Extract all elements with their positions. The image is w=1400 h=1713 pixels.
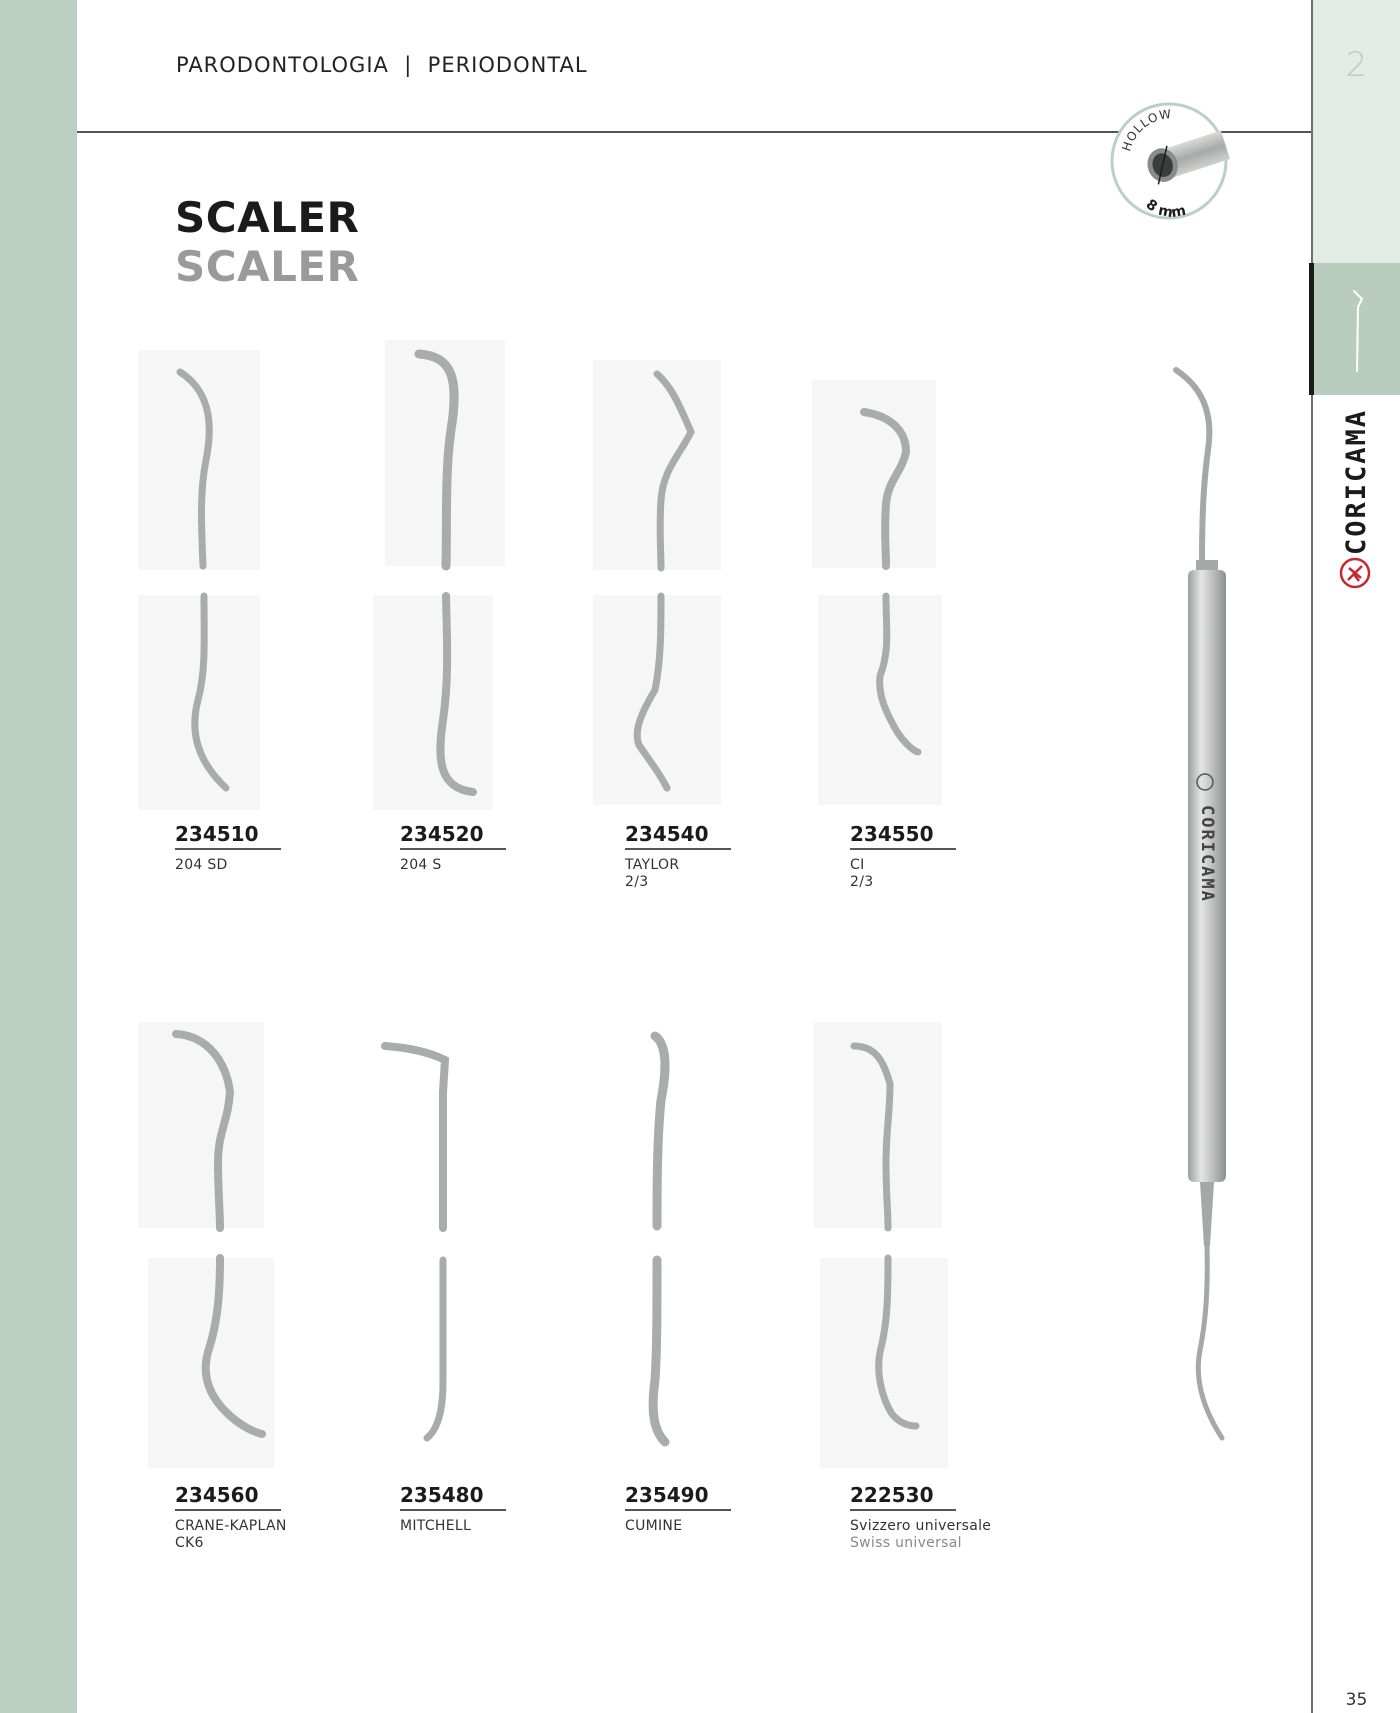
scaler-icon xyxy=(1314,263,1400,395)
description-line: 204 S xyxy=(400,857,442,873)
product-code: 234540 xyxy=(625,822,709,846)
code-underline xyxy=(850,1509,956,1511)
code-underline xyxy=(400,1509,506,1511)
code-underline xyxy=(400,848,506,850)
section-header: PARODONTOLOGIA | PERIODONTAL xyxy=(176,53,588,77)
badge-bottom-text: 8 mm xyxy=(1142,196,1188,222)
full-instrument-photo xyxy=(1160,360,1260,1450)
badge-top-text: HOLLOW xyxy=(1119,106,1173,153)
description-line: TAYLOR xyxy=(625,857,680,873)
brand-logo xyxy=(1313,410,1400,590)
description-line: 2/3 xyxy=(625,874,649,890)
product-photo-222530 xyxy=(814,1022,954,1472)
chapter-tab[interactable] xyxy=(1313,0,1400,263)
code-underline xyxy=(175,1509,281,1511)
code-underline xyxy=(175,848,281,850)
description-line: 2/3 xyxy=(850,874,874,890)
product-description xyxy=(850,1518,991,1552)
product-photo-234540 xyxy=(593,360,728,810)
description-line: 204 SD xyxy=(175,857,228,873)
right-divider xyxy=(1311,0,1313,1713)
code-underline xyxy=(850,848,956,850)
product-photo-234560 xyxy=(138,1022,278,1472)
product-photo-235480 xyxy=(373,1032,508,1472)
product-description xyxy=(625,857,679,891)
product-photo-234550 xyxy=(810,380,945,810)
product-description xyxy=(850,857,873,891)
product-code: 234510 xyxy=(175,822,259,846)
description-line-english: Swiss universal xyxy=(850,1535,962,1551)
product-photo-234520 xyxy=(373,340,513,810)
product-description xyxy=(175,857,228,874)
page-title: SCALER xyxy=(175,193,360,242)
product-code: 222530 xyxy=(850,1483,934,1507)
product-description xyxy=(400,1518,471,1535)
product-photo-235490 xyxy=(593,1030,728,1470)
hollow-handle-badge xyxy=(1108,100,1230,222)
left-color-strip xyxy=(0,0,77,1713)
product-description xyxy=(400,857,442,874)
product-code: 234560 xyxy=(175,1483,259,1507)
page-number: 35 xyxy=(1345,1690,1368,1710)
product-description xyxy=(175,1518,287,1552)
description-line: CI xyxy=(850,857,865,873)
description-line: CUMINE xyxy=(625,1518,683,1534)
description-line: Svizzero universale xyxy=(850,1518,992,1534)
product-photo-234510 xyxy=(138,350,268,810)
chapter-number: 2 xyxy=(1345,45,1368,85)
section-tab-scaler[interactable] xyxy=(1309,263,1400,395)
handle-brand-mark: CORICAMA xyxy=(1197,805,1217,903)
product-code: 234550 xyxy=(850,822,934,846)
description-line: MITCHELL xyxy=(400,1518,472,1534)
page-subtitle: SCALER xyxy=(175,242,360,291)
code-underline xyxy=(625,1509,731,1511)
product-description xyxy=(625,1518,682,1535)
product-code: 235480 xyxy=(400,1483,484,1507)
product-code: 234520 xyxy=(400,822,484,846)
description-line: CRANE-KAPLAN xyxy=(175,1518,287,1534)
brand-name: CORICAMA xyxy=(1341,410,1372,555)
code-underline xyxy=(625,848,731,850)
product-code: 235490 xyxy=(625,1483,709,1507)
description-line: CK6 xyxy=(175,1535,204,1551)
